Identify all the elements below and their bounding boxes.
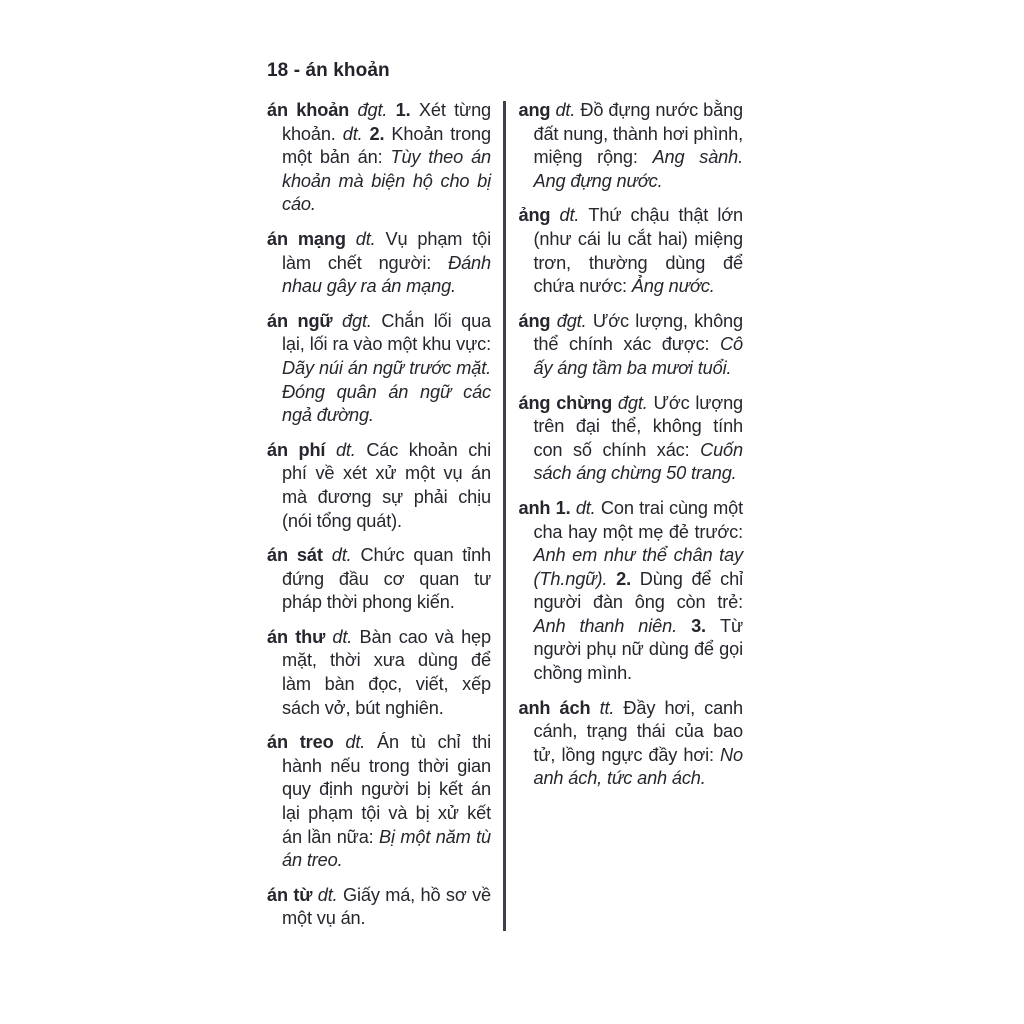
definition-text: Vụ phạm tội làm chết người: [282,228,491,273]
dictionary-entry [519,497,744,686]
dictionary-columns [267,99,743,931]
pos-or-example-text: dt. [317,884,343,905]
definition-text: Thứ chậu thật lớn (như cái lu cắt hai) miệng trơn, thường dùng để chứa nước: [533,205,743,297]
dictionary-entry [519,99,744,193]
column-divider [503,101,506,931]
definition-text: Khoản trong một bản án: [282,123,491,168]
headword-or-sense-number: án thư [267,626,333,647]
headword-or-sense-number: án sát [267,545,332,566]
dictionary-entry [267,884,491,931]
pos-or-example-text: Tùy theo án khoản mà biện hộ cho bị cáo. [282,147,491,215]
pos-or-example-text: dt. [345,732,378,753]
definition-text: Từ người phụ nữ dùng để gọi chồng mình. [533,615,743,684]
dictionary-page [267,60,743,931]
pos-or-example-text: đgt. [357,100,396,120]
dictionary-entry [267,310,491,428]
pos-or-example-text: đgt. [556,310,593,331]
right-column [519,99,744,931]
headword-or-sense-number: ang [518,100,556,120]
pos-or-example-text: dt. [332,626,360,647]
pos-or-example-text: dt. [559,205,589,226]
headword-or-sense-number: án mạng [267,228,356,249]
dictionary-entry [267,731,491,873]
definition-text: Các khoản chi phí về xét xử một vụ án mà đương sự phải chịu (nói tổng quát). [282,439,491,531]
headword-or-sense-number: anh 1. [518,497,576,518]
pos-or-example-text: dt. [355,228,386,249]
dictionary-entry [519,392,744,486]
pos-or-example-text: đgt. [617,392,654,413]
pos-or-example-text: dt. [335,439,367,460]
dictionary-entry [519,310,744,381]
definition-text: Ước lượng trên đại thể, không tính con số chính xác: [533,392,743,460]
headword-or-sense-number: 1. [395,100,419,120]
dictionary-entry [267,99,491,217]
pos-or-example-text: Bị một năm tù án treo. [282,826,491,871]
dictionary-entry [519,697,744,791]
definition-text: Con trai cùng một cha hay một mẹ đẻ trước: [533,497,743,542]
pos-or-example-text: dt. [575,497,601,518]
pos-or-example-text: Ảng nước. [631,276,715,297]
left-column [267,99,491,931]
definition-text: Giấy má, hồ sơ về một vụ án. [282,884,491,929]
dictionary-entry [267,626,491,720]
headword-or-sense-number: 3. [691,615,720,636]
pos-or-example-text: No anh ách, tức anh ách. [533,744,743,789]
definition-text: Chức quan tỉnh đứng đầu cơ quan tư pháp thời phong kiến. [282,545,491,613]
headword-or-sense-number: áng chừng [518,392,618,413]
headword-or-sense-number: áng [518,310,557,331]
definition-text: Dùng để chỉ người đàn ông còn trẻ: [533,568,743,613]
pos-or-example-text: dt. [331,545,361,566]
definition-text: Bàn cao và hẹp mặt, thời xưa dùng để làm bàn đọc, viết, xếp sách vở, bút nghiên. [282,626,491,718]
definition-text: Chắn lối qua lại, lối ra vào một khu vực: [282,310,491,355]
headword-or-sense-number: án treo [267,732,346,753]
headword-or-sense-number: án phí [267,439,336,460]
headword-or-sense-number: anh ách [518,697,600,718]
headword-or-sense-number: án ngữ [267,310,343,331]
pos-or-example-text: Đánh nhau gây ra án mạng. [282,252,491,297]
definition-text: Án tù chỉ thi hành nếu trong thời gian quy định người bị kết án lại phạm tội và bị xử kết án lần nữa: [282,732,491,847]
headword-or-sense-number: án từ [267,884,318,905]
pos-or-example-text: Ang sành. Ang đựng nước. [533,147,743,191]
definition-text: Đồ đựng nước bằng đất nung, thành hơi phình, miệng rộng: [533,100,743,168]
page-header: 18 - án khoản [267,60,390,81]
definition-text: Đầy hơi, canh cánh, trạng thái của bao tử, lồng ngực đầy hơi: [533,697,743,765]
definition-text: Ước lượng, không thể chính xác được: [533,310,743,355]
dictionary-entry [267,228,491,299]
pos-or-example-text: Cô ấy áng tầm ba mươi tuổi. [533,334,743,378]
pos-or-example-text: Anh em như thể chân tay (Th.ngữ). [533,545,743,589]
headword-or-sense-number: ảng [518,205,560,226]
pos-or-example-text: Dãy núi án ngữ trước mặt. Đóng quân án ngữ các ngả đường. [282,357,491,426]
headword-or-sense-number: án khoản [267,100,358,120]
dictionary-entry [267,439,491,533]
pos-or-example-text: đgt. [342,310,382,331]
headword-or-sense-number: 2. [616,568,640,589]
headword-or-sense-number: 2. [369,123,392,144]
pos-or-example-text: tt. [599,697,624,718]
dictionary-entry [519,204,744,298]
pos-or-example-text: dt. [555,100,581,120]
pos-or-example-text: Cuốn sách áng chừng 50 trang. [533,439,743,484]
pos-or-example-text: Anh thanh niên. [533,615,692,636]
dictionary-entry [267,544,491,615]
definition-text: Xét từng khoản. [282,100,491,144]
pos-or-example-text: dt. [342,123,370,144]
